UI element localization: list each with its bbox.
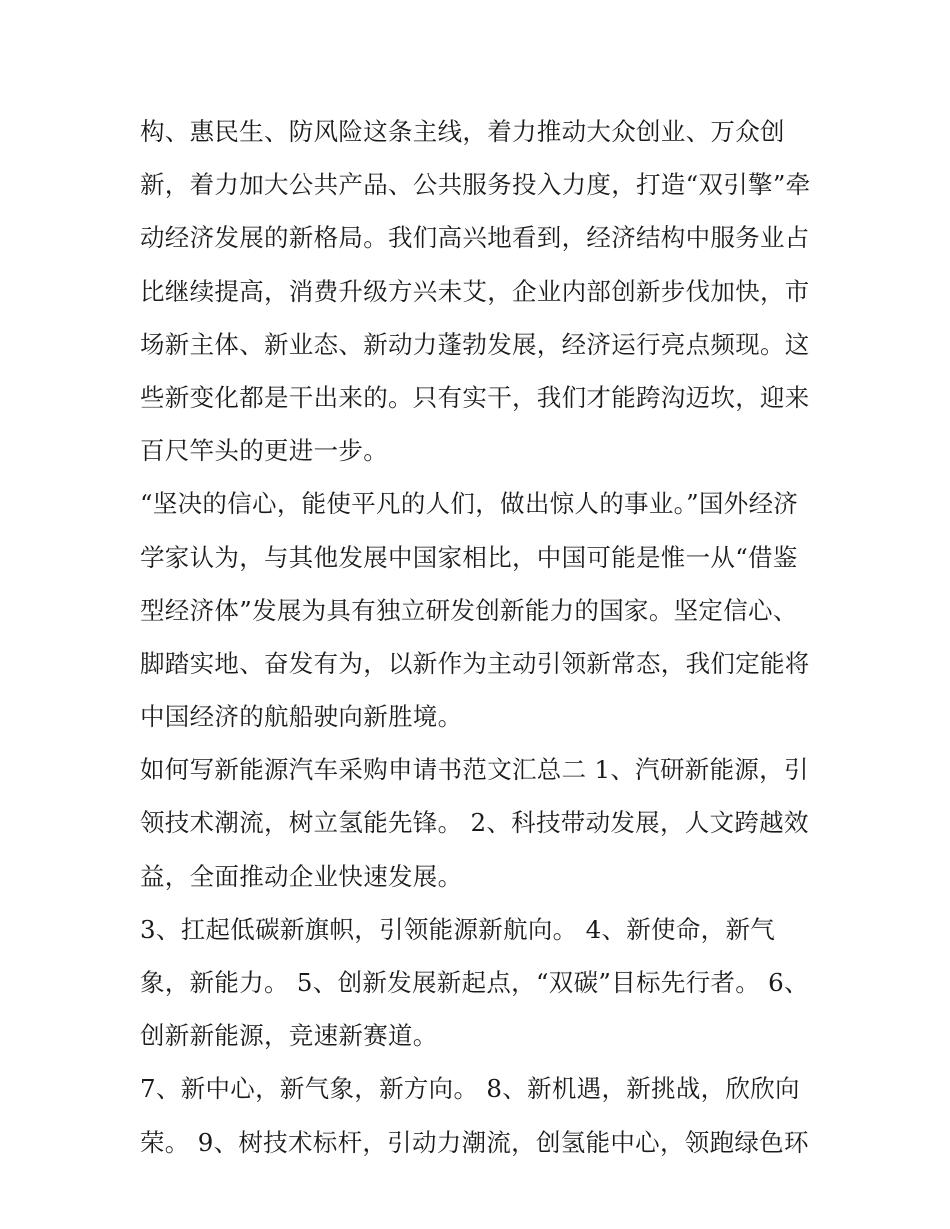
text-line: 新，着力加大公共产品、公共服务投入力度，打造“双引擎”牵 — [140, 170, 811, 200]
text-line: 动经济发展的新格局。我们高兴地看到，经济结构中服务业占 — [140, 223, 810, 253]
text-line: 构、惠民生、防风险这条主线，着力推动大众创业、万众创 — [140, 117, 785, 146]
text-line: 学家认为，与其他发展中国家相比，中国可能是惟一从“借鉴 — [140, 542, 798, 572]
text-line: 些新变化都是干出来的。只有实干，我们才能跨沟迈坎，迎来 — [140, 382, 810, 412]
text-line: 百尺竿头的更进一步。 — [140, 436, 388, 466]
text-line: 中国经济的航船驶向新胜境。 — [140, 702, 463, 732]
text-line: 7、新中心，新气象，新方向。 8、新机遇，新挑战，欣欣向 — [140, 1074, 800, 1104]
text-line: 创新新能源，竞速新赛道。 — [140, 1021, 438, 1051]
text-line: 领技术潮流，树立氢能先锋。 2、科技带动发展，人文跨越效 — [140, 808, 809, 838]
text-line: 益，全面推动企业快速发展。 — [140, 861, 463, 891]
text-line: 比继续提高，消费升级方兴未艾，企业内部创新步伐加快，市 — [140, 276, 810, 306]
text-line: 3、扛起低碳新旗帜，引领能源新航向。 4、新使命，新气 — [140, 914, 776, 944]
text-line: 象，新能力。 5、创新发展新起点，“双碳”目标先行者。 6、 — [140, 968, 809, 997]
text-line: 脚踏实地、奋发有为，以新作为主动引领新常态，我们定能将 — [140, 648, 810, 678]
text-line: 荣。 9、树技术标杆，引动力潮流，创氢能中心，领跑绿色环 — [140, 1127, 809, 1157]
text-line: 场新主体、新业态、新动力蓬勃发展，经济运行亮点频现。这 — [140, 329, 810, 359]
text-line: 型经济体”发展为具有独立研发创新能力的国家。坚定信心、 — [140, 595, 798, 625]
text-line: 如何写新能源汽车采购申请书范文汇总二 1、汽研新能源，引 — [140, 755, 809, 785]
body-text — [140, 105, 820, 1169]
text-line: “坚决的信心，能使平凡的人们，做出惊人的事业。”国外经济 — [140, 489, 799, 519]
